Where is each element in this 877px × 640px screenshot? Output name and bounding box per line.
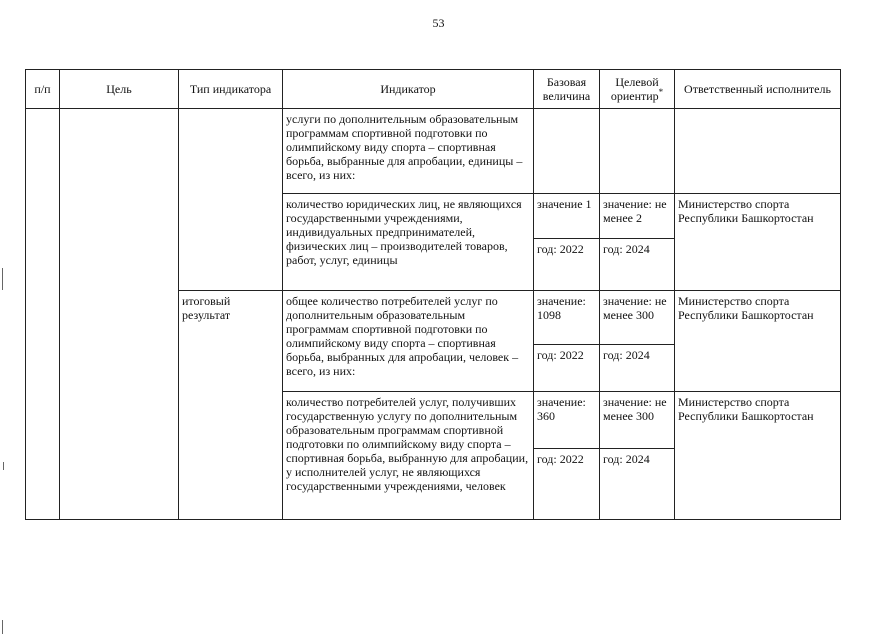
header-responsible: Ответственный исполнитель xyxy=(675,70,841,109)
cell-indicator: услуги по дополнительным образовательным программам спортивной подготовки по олимпийскому виду спорта – спортивная борьба, выбранные для апробации, единицы – всего, из них: xyxy=(283,109,534,194)
cell-target xyxy=(600,291,675,392)
indicator-text: количество юридических лиц, не являющихся государственными учреждениями, индивидуальных предпринимателей, физических лиц – производителей товаров, работ, услуг, единицы xyxy=(286,197,522,267)
base-value: значение: 360 xyxy=(534,392,599,449)
cell-indicator xyxy=(283,392,534,520)
indicator-text: количество потребителей услуг, получивших государственную услугу по дополнительным образовательным программам спортивной подготовки по олимпийскому виду спорта – спортивная борьба, выбранную для апробации, у исполнителей услуг, не являющихся государственными учреждениями, человек xyxy=(286,395,529,493)
header-num: п/п xyxy=(26,70,60,109)
scan-mark xyxy=(3,462,4,470)
table-row xyxy=(26,109,841,194)
indicator-text: общее количество потребителей услуг по дополнительным образовательным программам спортивной подготовки по олимпийскому виду спорта – спортивная борьба, выбранных для апробации, человек – всего, из них: xyxy=(286,294,519,378)
target-value: значение: не менее 2 xyxy=(600,194,674,239)
header-type: Тип индикатора xyxy=(179,70,283,109)
page-number: 53 xyxy=(432,16,445,30)
base-year: год: 2022 xyxy=(537,452,584,466)
base-value: значение: 1098 xyxy=(534,291,599,345)
cell-type: итоговый результат xyxy=(179,291,283,520)
header-base-line2: величина xyxy=(542,89,591,103)
indicators-table xyxy=(25,69,841,520)
cell-target xyxy=(600,194,675,291)
cell-target xyxy=(600,109,675,194)
target-year: год: 2024 xyxy=(603,452,650,466)
header-target-footnote-mark: * xyxy=(658,87,664,97)
base-value: значение 1 xyxy=(534,194,599,239)
cell-responsible: Министерство спорта Республики Башкортостан xyxy=(675,194,841,291)
header-indicator: Индикатор xyxy=(283,70,534,109)
header-goal: Цель xyxy=(60,70,179,109)
cell-indicator xyxy=(283,291,534,392)
cell-base xyxy=(534,291,600,392)
target-year: год: 2024 xyxy=(603,242,650,256)
target-year: год: 2024 xyxy=(603,348,650,362)
cell-type xyxy=(179,109,283,291)
header-base xyxy=(534,70,600,109)
cell-indicator xyxy=(283,194,534,291)
cell-base xyxy=(534,194,600,291)
cell-base xyxy=(534,392,600,520)
cell-num xyxy=(26,109,60,520)
cell-base xyxy=(534,109,600,194)
target-value: значение: не менее 300 xyxy=(600,392,674,449)
scan-mark xyxy=(2,620,3,634)
cell-target xyxy=(600,392,675,520)
cell-responsible: Министерство спорта Республики Башкортостан xyxy=(675,392,841,520)
base-year: год: 2022 xyxy=(537,348,584,362)
base-year: год: 2022 xyxy=(537,242,584,256)
header-target-line2: ориентир xyxy=(610,89,659,103)
header-target xyxy=(600,70,675,109)
scan-mark xyxy=(2,268,3,290)
header-base-line1: Базовая xyxy=(546,75,587,89)
cell-goal xyxy=(60,109,179,520)
table-header-row xyxy=(26,70,841,109)
cell-responsible xyxy=(675,109,841,194)
target-value: значение: не менее 300 xyxy=(600,291,674,345)
header-target-line1: Целевой xyxy=(615,75,659,89)
cell-responsible: Министерство спорта Республики Башкортостан xyxy=(675,291,841,392)
